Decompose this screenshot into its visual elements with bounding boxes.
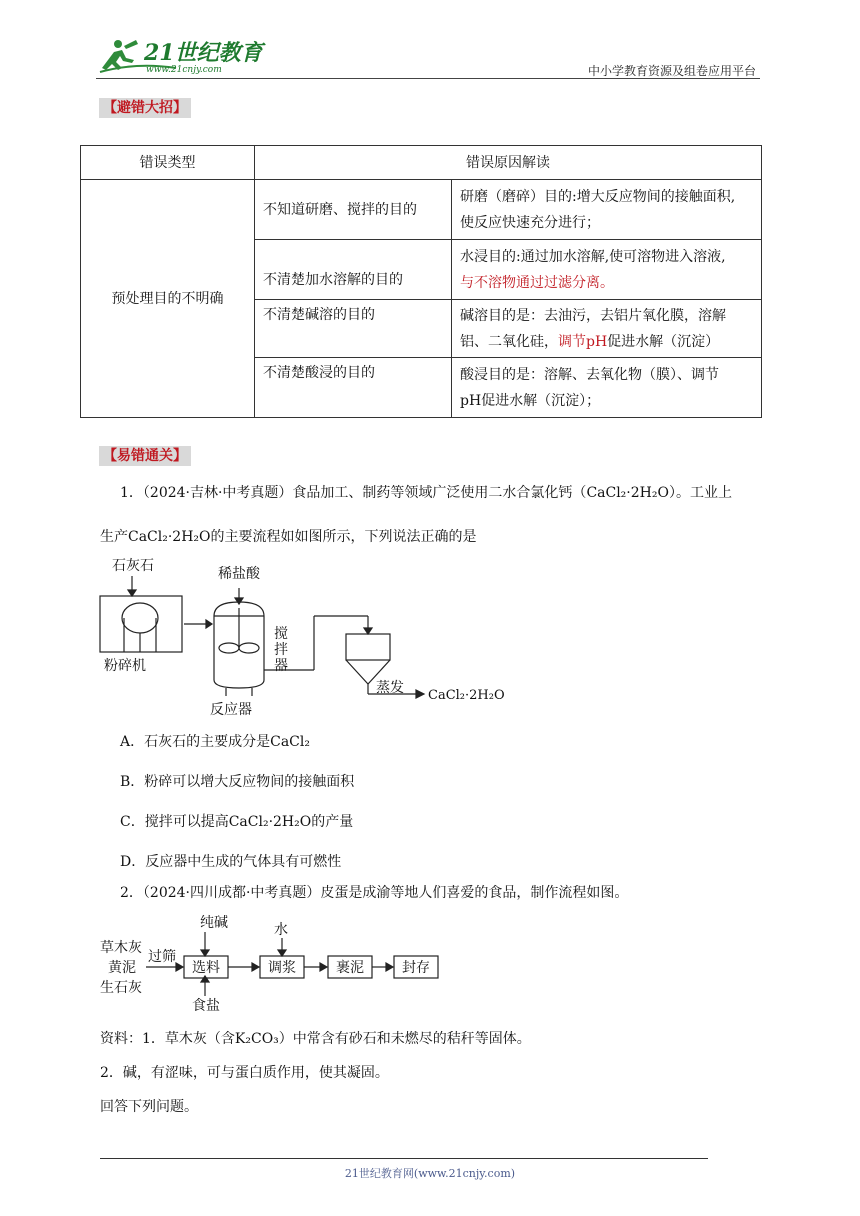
svg-text:搅: 搅 [274,626,288,642]
q2-flow-diagram [98,912,448,1022]
reason-line: 促进水解（沉淀） [607,333,720,350]
option-b: B．粉碎可以增大反应物间的接触面积 [120,774,355,790]
section-tag-avoid: 【避错大招】 [99,98,191,118]
logo-url: www.21cnjy.com [146,65,222,75]
svg-text:拌: 拌 [274,642,288,658]
label-evaporate: 蒸发 [376,680,404,696]
label-stirrer: 搅拌器 [96,554,99,555]
page-header [96,30,760,80]
header-divider [96,78,760,79]
reason-line: 水浸目的:通过加水溶解,使可溶物进入溶液, [460,248,726,265]
label-crusher: 粉碎机 [104,658,146,674]
input-item: 草木灰 [100,940,142,956]
option-a: A．石灰石的主要成分是CaCl₂ [120,734,310,750]
label-acid: 稀盐酸 [218,566,260,582]
input-item: 黄泥 [108,960,136,976]
header-error-reason: 错误原因解读 [255,146,762,180]
error-reason-cell [452,358,762,418]
label-limestone: 石灰石 [112,558,154,574]
question-1-line-2: 生产CaCl₂·2H₂O的主要流程如如图所示，下列说法正确的是 [100,529,477,545]
option-d: D．反应器中生成的气体具有可燃性 [120,854,342,870]
reason-line-highlight: 调节pH [558,333,608,350]
label-reactor: 反应器 [210,702,252,718]
option-c: C．搅拌可以提高CaCl₂·2H₂O的产量 [120,814,354,830]
footer-divider [100,1158,708,1159]
q1-flow-diagram [96,554,516,722]
reason-line: 铝、二氧化硅， [460,333,558,350]
error-reason-cell [452,300,762,358]
label-soda: 纯碱 [200,915,228,931]
step-label: 调浆 [268,960,296,976]
question-2-line-1: 2．（2024·四川成都·中考真题）皮蛋是成渝等地人们喜爱的食品，制作流程如图。 [120,885,629,901]
error-table [80,145,762,418]
reason-line: 碱溶目的是：去油污，去铝片氧化膜，溶解 [460,307,726,324]
q2-note-2: 2．碱，有涩味，可与蛋白质作用，使其凝固。 [100,1065,389,1081]
formula: CaCl₂·2H₂O [586,485,669,501]
site-logo [96,38,266,76]
label-salt: 食盐 [192,998,220,1014]
error-reason-cell [452,240,762,300]
reason-line: 研磨（磨碎）目的:增大反应物间的接触面积, [460,188,736,205]
input-item: 生石灰 [100,980,142,996]
reason-line: pH促进水解（沉淀）； [460,392,601,409]
svg-text:器: 器 [274,658,288,674]
step-label: 裹泥 [336,960,364,976]
error-type-cell: 不清楚碱溶的目的 [255,300,452,358]
category-cell: 预处理目的不明确 [81,180,255,418]
section-tag-pass: 【易错通关】 [99,446,191,466]
reason-line-highlight: 与不溶物通过过滤分离。 [460,274,614,291]
q2-prompt: 回答下列问题。 [100,1099,198,1115]
platform-name: 中小学教育资源及组卷应用平台 [587,64,756,78]
label-water: 水 [274,922,288,938]
error-type-cell: 不知道研磨、搅拌的目的 [255,180,452,240]
error-type-cell: 不清楚酸浸的目的 [255,358,452,418]
formula: CaCl₂·2H₂O [128,529,211,545]
q2-note-1: 资料：1．草木灰（含K₂CO₃）中常含有砂石和未燃尽的秸秆等固体。 [100,1031,531,1047]
question-1-line-1: 1．（2024·吉林·中考真题）食品加工、制药等领域广泛使用二水合氯化钙（CaCl₂·2H₂O）。工业上 [120,485,732,501]
error-type-cell: 不清楚加水溶解的目的 [255,240,452,300]
error-reason-cell [452,180,762,240]
step-label: 封存 [402,960,430,976]
header-error-type: 错误类型 [81,146,255,180]
footer-link[interactable]: 21世纪教育网(www.21cnjy.com) [344,1167,516,1180]
label-sieve: 过筛 [148,949,176,965]
step-label: 选料 [192,960,220,976]
reason-line: 使反应快速充分进行； [460,214,600,231]
logo-text: 21世纪教育 [144,40,263,66]
label-product: CaCl₂·2H₂O [428,688,505,703]
reason-line: 酸浸目的是：溶解、去氧化物（膜）、调节 [460,366,719,383]
